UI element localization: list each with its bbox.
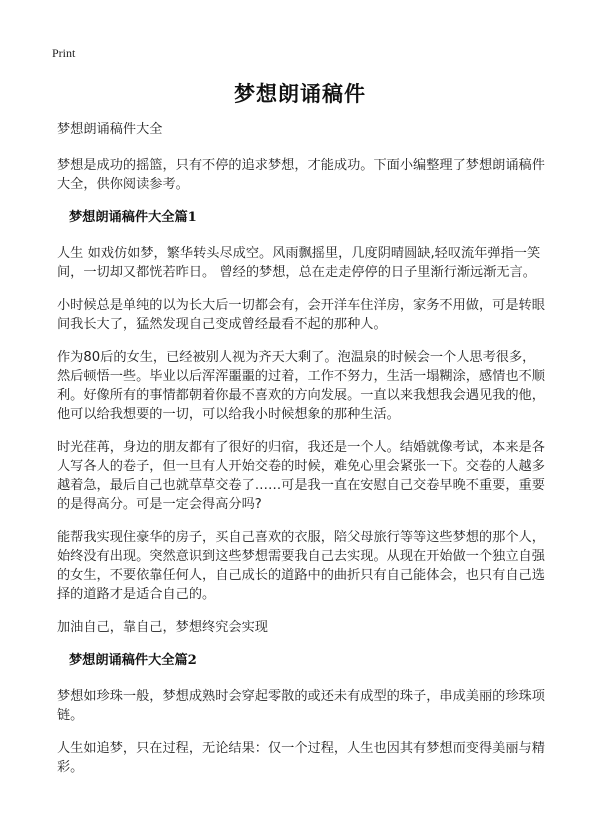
paragraph: 作为80后的女生，已经被别人视为齐天大剩了。泡温泉的时候会一个人思考很多，然后顿悟一些。毕业以后浑浑噩噩的过着，工作不努力，生活一塌糊涂，感情也不顺利。好像所有的事情都朝着你最不喜欢的方向发展。一直以来我想我会遇见我的他，他可以给我想要的一切，可以给我小时候想象的那种生活。 [57, 350, 545, 422]
article-subtitle: 梦想朗诵稿件大全 [57, 122, 163, 137]
print-link[interactable]: Print [52, 46, 76, 60]
paragraph: 加油自己，靠自己，梦想终究会实现 [57, 620, 268, 635]
paragraph: 时光荏苒，身边的朋友都有了很好的归宿，我还是一个人。结婚就像考试，本来是各人写各人的卷子，但一旦有人开始交卷的时候，难免心里会紧张一下。交卷的人越多越着急，最后自己也就草草交卷了……可是我一直在安慰自己交卷早晚不重要，重要的是得高分。可是一定会得高分吗? [57, 440, 545, 512]
page-title: 梦想朗诵稿件 [234, 82, 366, 106]
paragraph: 人生如追梦，只在过程，无论结果：仅一个过程，人生也因其有梦想而变得美丽与精彩。 [57, 741, 545, 775]
article-body [57, 120, 547, 791]
paragraph: 人生 如戏仿如梦，繁华转头尽成空。风雨飘摇里，几度阴晴圆缺,轻叹流年弹指一笑间，一切却又都恍若昨日。 曾经的梦想，总在走走停停的日子里渐行渐远渐无言。 [57, 246, 541, 280]
section-2 [57, 651, 547, 777]
intro-paragraph: 梦想是成功的摇篮，只有不停的追求梦想，才能成功。下面小编整理了梦想朗诵稿件大全，供你阅读参考。 [57, 158, 545, 192]
paragraph: 梦想如珍珠一般，梦想成熟时会穿起零散的或还未有成型的珠子，串成美丽的珍珠项链。 [57, 689, 545, 723]
paragraph: 能帮我实现住豪华的房子，买自己喜欢的衣服，陪父母旅行等等这些梦想的那个人，始终没有出现。突然意识到这些梦想需要我自己去实现。从现在开始做一个独立自强的女生，不要依靠任何人，自己成长的道路中的曲折只有自己能体会，也只有自己选择的道路才是适合自己的。 [57, 530, 545, 602]
section-heading: 梦想朗诵稿件大全篇1 [69, 210, 197, 225]
section-1 [57, 208, 547, 637]
section-heading: 梦想朗诵稿件大全篇2 [69, 653, 197, 668]
paragraph: 小时候总是单纯的以为长大后一切都会有，会开洋车住洋房，家务不用做，可是转眼间我长大了，猛然发现自己变成曾经最看不起的那种人。 [57, 298, 545, 332]
